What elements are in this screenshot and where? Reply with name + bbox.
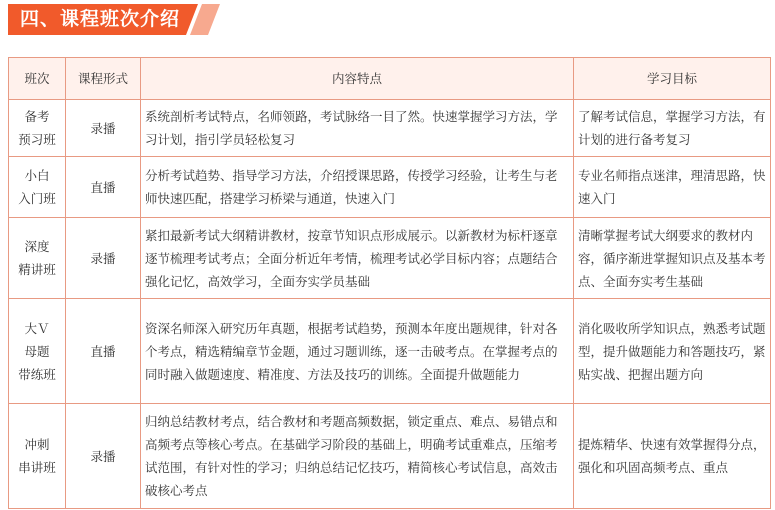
class-name-cell <box>9 100 66 157</box>
class-name-line: 入门班 <box>18 191 56 206</box>
section-title: 四、课程班次介绍 <box>20 8 181 30</box>
header-class: 班次 <box>9 58 66 100</box>
table-row <box>9 157 771 218</box>
class-name-line: 备考 <box>24 109 50 124</box>
table-row <box>9 404 771 509</box>
class-goals-cell: 消化吸收所学知识点，熟悉考试题型，提升做题能力和答题技巧，紧贴实战、把握出题方向 <box>574 299 771 404</box>
class-format-cell: 直播 <box>66 157 141 218</box>
class-goals-cell: 清晰掌握考试大纲要求的教材内容，循序渐进掌握知识点及基本考点、全面夯实考生基础 <box>574 218 771 299</box>
class-goals-cell: 了解考试信息，掌握学习方法，有计划的进行备考复习 <box>574 100 771 157</box>
class-goals-cell: 专业名师指点迷津，理清思路，快速入门 <box>574 157 771 218</box>
class-name-line: 大Ｖ <box>24 320 50 336</box>
table-row <box>9 218 771 299</box>
class-name-cell <box>9 299 66 404</box>
class-features-cell: 资深名师深入研究历年真题，根据考试趋势，预测本年度出题规律，针对各个考点，精选精编章节金题，通过习题训练，逐一击破考点。在掌握考点的同时融入做题速度、精准度、方法及技巧的训练。全面提升做题能力 <box>141 299 574 404</box>
class-name-line: 精讲班 <box>18 262 56 277</box>
class-features-cell: 紧扣最新考试大纲精讲教材，按章节知识点形成展示。以新教材为标杆逐章逐节梳理考试考点；全面分析近年考情，梳理考试必学目标内容；点题结合强化记忆，高效学习，全面夯实学员基础 <box>141 218 574 299</box>
table-header-row <box>9 58 771 100</box>
class-name-line: 预习班 <box>18 132 56 147</box>
class-features-cell: 系统剖析考试特点，名师领路，考试脉络一目了然。快速掌握学习方法，学习计划，指引学员轻松复习 <box>141 100 574 157</box>
class-name-line: 带练班 <box>18 366 56 382</box>
class-name-cell <box>9 218 66 299</box>
class-format-cell: 录播 <box>66 218 141 299</box>
class-name-line: 串讲班 <box>18 460 56 475</box>
class-features-cell: 分析考试趋势、指导学习方法，介绍授课思路，传授学习经验，让考生与老师快速匹配，搭建学习桥梁与通道，快速入门 <box>141 157 574 218</box>
class-name-cell <box>9 404 66 509</box>
class-name-line: 母题 <box>24 343 50 359</box>
course-table <box>8 57 771 509</box>
class-name-cell <box>9 157 66 218</box>
table-row <box>9 100 771 157</box>
class-name-line: 深度 <box>24 239 50 254</box>
table-row <box>9 299 771 404</box>
class-features-cell: 归纳总结教材考点，结合教材和考题高频数据，锁定重点、难点、易错点和高频考点等核心考点。在基础学习阶段的基础上，明确考试重难点，压缩考试范围，有针对性的学习；归纳总结记忆技巧，精简核心考试信息，高效击破核心考点 <box>141 404 574 509</box>
header-format: 课程形式 <box>66 58 141 100</box>
class-format-cell: 录播 <box>66 100 141 157</box>
class-name-line: 小白 <box>24 168 50 183</box>
header-features: 内容特点 <box>141 58 574 100</box>
class-format-cell: 直播 <box>66 299 141 404</box>
class-goals-cell: 提炼精华、快速有效掌握得分点，强化和巩固高频考点、重点 <box>574 404 771 509</box>
section-banner <box>8 4 220 35</box>
header-goals: 学习目标 <box>574 58 771 100</box>
class-name-line: 冲刺 <box>24 437 50 452</box>
class-format-cell: 录播 <box>66 404 141 509</box>
